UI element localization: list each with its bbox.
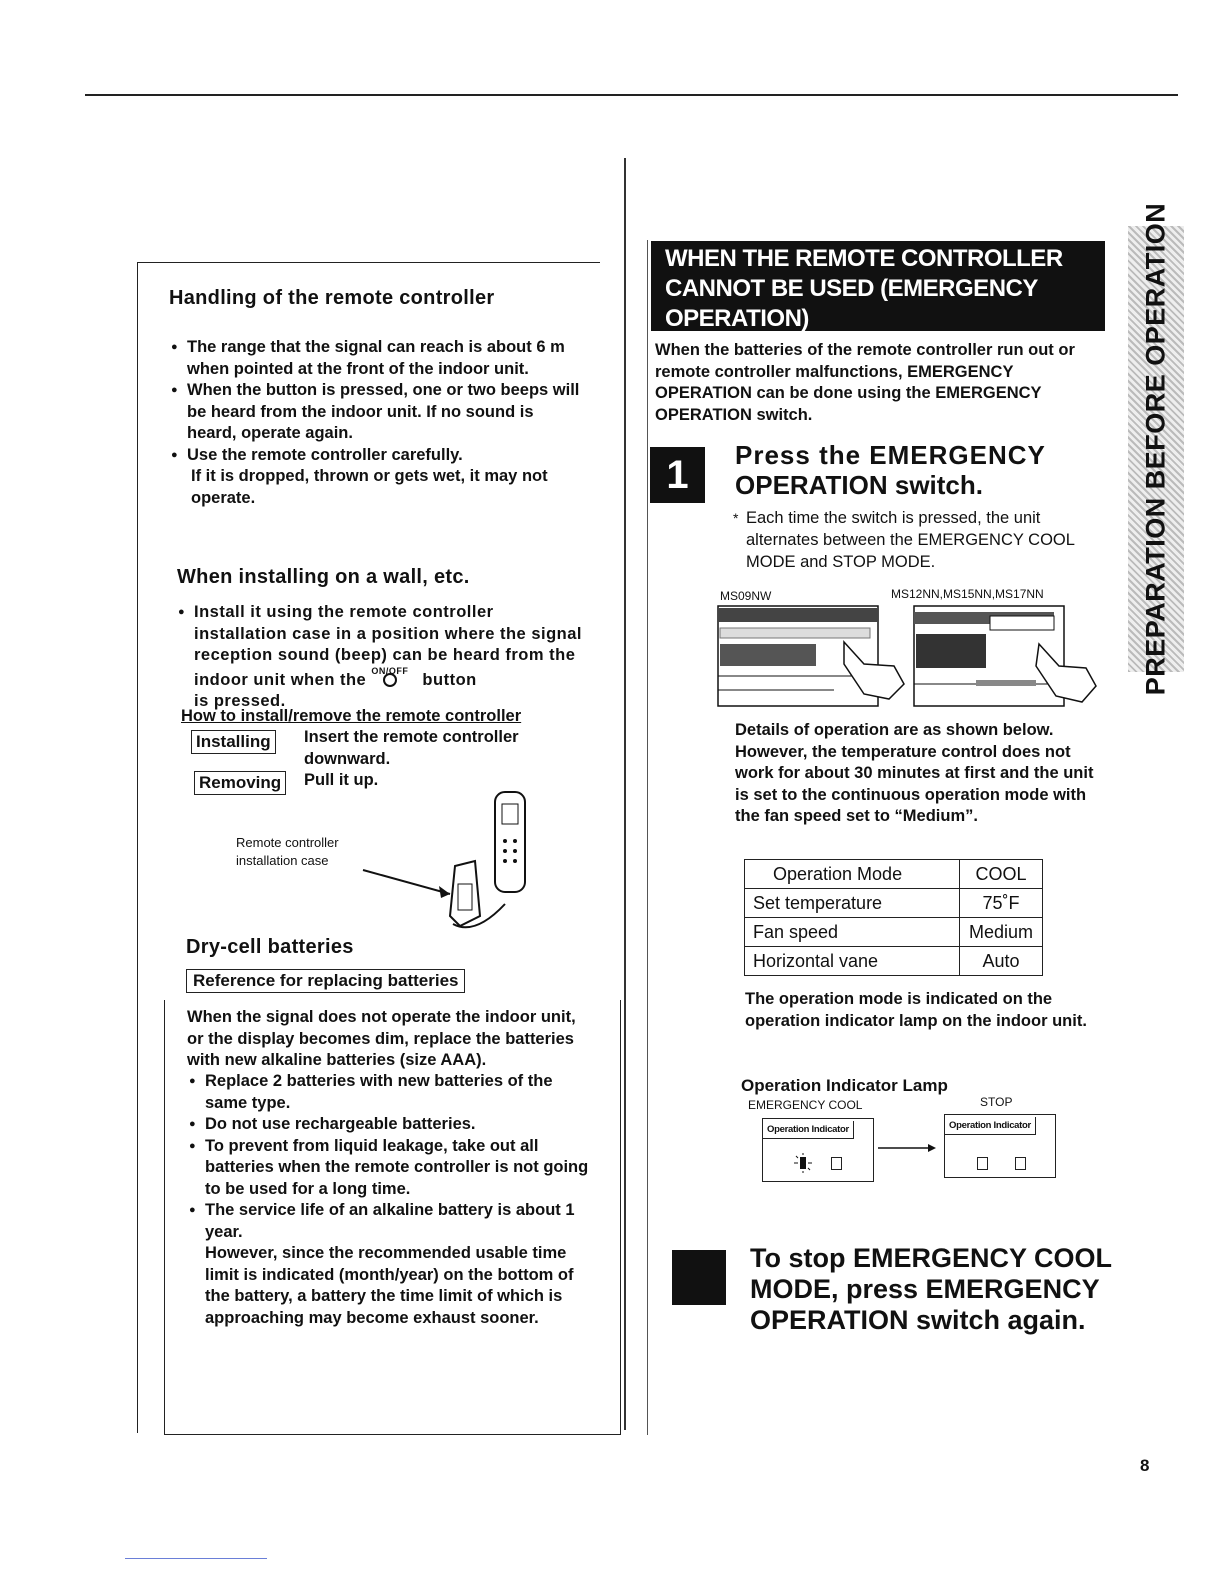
lamp-off-icon [831, 1157, 842, 1170]
figure-caption-line: Remote controller [236, 835, 339, 850]
wall-button-suffix: button [422, 670, 477, 689]
step2-title-line: To stop EMERGENCY COOL [750, 1243, 1113, 1273]
wall-is-pressed: is pressed. [194, 692, 286, 710]
table-cell: Operation Mode [745, 860, 960, 889]
handling-bullet: ● When the button is pressed, one or two beeps will be heard from the indoor unit. If no sound is heard, operate again. [187, 380, 587, 445]
howto-heading: How to install/remove the remote controller [181, 707, 522, 725]
batteries-intro: When the signal does not operate the indoor unit, or the display becomes dim, replace the batteries with new alkaline batteries (size AAA). [187, 1008, 576, 1069]
column-divider [624, 158, 626, 1430]
side-tab-label: PREPARATION BEFORE OPERATION [1140, 202, 1171, 696]
lamp-left-label: EMERGENCY COOL [748, 1098, 863, 1112]
table-cell: Set temperature [745, 889, 960, 918]
details-text: Details of operation are as shown below. However, the temperature control does not work for about 30 minutes at first and the unit is set to the continuous operation mode with the fan speed set to “Medium”. [735, 721, 1094, 825]
table-cell: Fan speed [745, 918, 960, 947]
reference-box: Reference for replacing batteries [186, 969, 465, 993]
figure-caption [236, 834, 339, 870]
batteries-note: However, since the recommended usable time limit is indicated (month/year) on the bottom of the battery, a battery the time limit of which is approaching may become exhaust sooner. [205, 1244, 574, 1327]
removing-row [194, 771, 286, 795]
step2-title [750, 1243, 1112, 1336]
wall-bullet [194, 602, 586, 713]
bottom-mark [125, 1558, 267, 1559]
table-cell: Horizontal vane [745, 947, 960, 976]
step1-note [733, 507, 1093, 573]
table-row [745, 860, 1043, 889]
removing-text: Pull it up. [304, 771, 379, 789]
installing-row [191, 730, 276, 754]
onoff-label: ON/OFF [371, 665, 409, 676]
asterisk-glyph: * [733, 510, 739, 526]
handling-title: Handling of the remote controller [169, 287, 495, 309]
installing-text [304, 727, 519, 770]
lamp-stop [944, 1114, 1056, 1178]
batteries-bullet: ● Do not use rechargeable batteries. [205, 1114, 589, 1136]
lamp-blinking-icon [791, 1153, 815, 1178]
installing-text-line: downward. [304, 749, 391, 768]
table-row [745, 889, 1043, 918]
wall-bullet-text: Install it using the remote controller installation case in a position where the signal reception sound (beep) can be heard from the indoor unit when the [194, 603, 582, 689]
batteries-bullet: ● Replace 2 batteries with new batteries of the same type. [205, 1071, 589, 1114]
installing-text-line: Insert the remote controller [304, 728, 519, 746]
table-cell: Auto [960, 947, 1043, 976]
step2-title-line: OPERATION switch again. [750, 1305, 1086, 1335]
table-cell: 75˚F [960, 889, 1043, 918]
step1-title-line: OPERATION switch. [735, 470, 983, 500]
lamp-box-label: Operation Indicator [763, 1121, 854, 1139]
table-cell: Medium [960, 918, 1043, 947]
batteries-bullet: ● The service life of an alkaline battery is about 1 year. [205, 1200, 589, 1243]
handling-bullet: ● The range that the signal can reach is about 6 m when pointed at the front of the indoor unit. [187, 337, 587, 380]
indicated-text: The operation mode is indicated on the operation indicator lamp on the indoor unit. [745, 990, 1087, 1030]
onoff-button-icon [383, 673, 397, 687]
arrow-right-icon [878, 1141, 938, 1155]
step1-note-text: Each time the switch is pressed, the unit alternates between the EMERGENCY COOL MODE and STOP MODE. [746, 509, 1075, 571]
lamp-off-icon [1015, 1157, 1026, 1170]
lamp-box-label: Operation Indicator [945, 1117, 1036, 1135]
batteries-bullets [205, 1071, 589, 1329]
handling-bullets [187, 337, 587, 509]
figure-caption-line: installation case [236, 853, 329, 868]
emergency-intro: When the batteries of the remote controller run out or remote controller malfunctions, EMERGENCY OPERATION can be done using the EMERGENCY OPERATION switch. [655, 341, 1075, 424]
operation-table-wrap [744, 859, 1043, 976]
emergency-banner: WHEN THE REMOTE CONTROLLER CANNOT BE USED (EMERGENCY OPERATION) [651, 241, 1105, 331]
column-divider-inner [647, 240, 648, 1435]
model-b-label: MS12NN,MS15NN,MS17NN [891, 587, 1044, 601]
step2-marker [672, 1250, 726, 1305]
batteries-title: Dry-cell batteries [186, 936, 354, 958]
operation-table [744, 859, 1043, 976]
table-row [745, 947, 1043, 976]
step1-title-line: Press the EMERGENCY [735, 440, 1046, 470]
step1-number: 1 [650, 447, 705, 503]
lamp-right-label: STOP [980, 1095, 1013, 1109]
section-side-tab [1128, 202, 1184, 696]
installing-label: Installing [191, 730, 276, 754]
lamp-emergency-cool [762, 1118, 874, 1182]
table-row [745, 918, 1043, 947]
step1-title [735, 440, 1046, 500]
top-rule [85, 94, 1178, 96]
model-a-label: MS09NW [720, 589, 772, 603]
page-number: 8 [1140, 1456, 1150, 1475]
handling-bullet: ● Use the remote controller carefully. [187, 445, 587, 467]
wall-title: When installing on a wall, etc. [177, 566, 470, 588]
remote-holder-illustration [355, 786, 545, 936]
step2-title-line: MODE, press EMERGENCY [750, 1274, 1100, 1304]
lamp-title: Operation Indicator Lamp [741, 1076, 948, 1095]
table-cell: COOL [960, 860, 1043, 889]
handling-note: If it is dropped, thrown or gets wet, it may not operate. [191, 467, 548, 507]
batteries-bullet: ● To prevent from liquid leakage, take out all batteries when the remote controller is not going to be used for a long time. [205, 1136, 589, 1201]
lamp-off-icon [977, 1157, 988, 1170]
removing-label: Removing [194, 771, 286, 795]
indoor-unit-illustration [714, 604, 1104, 714]
